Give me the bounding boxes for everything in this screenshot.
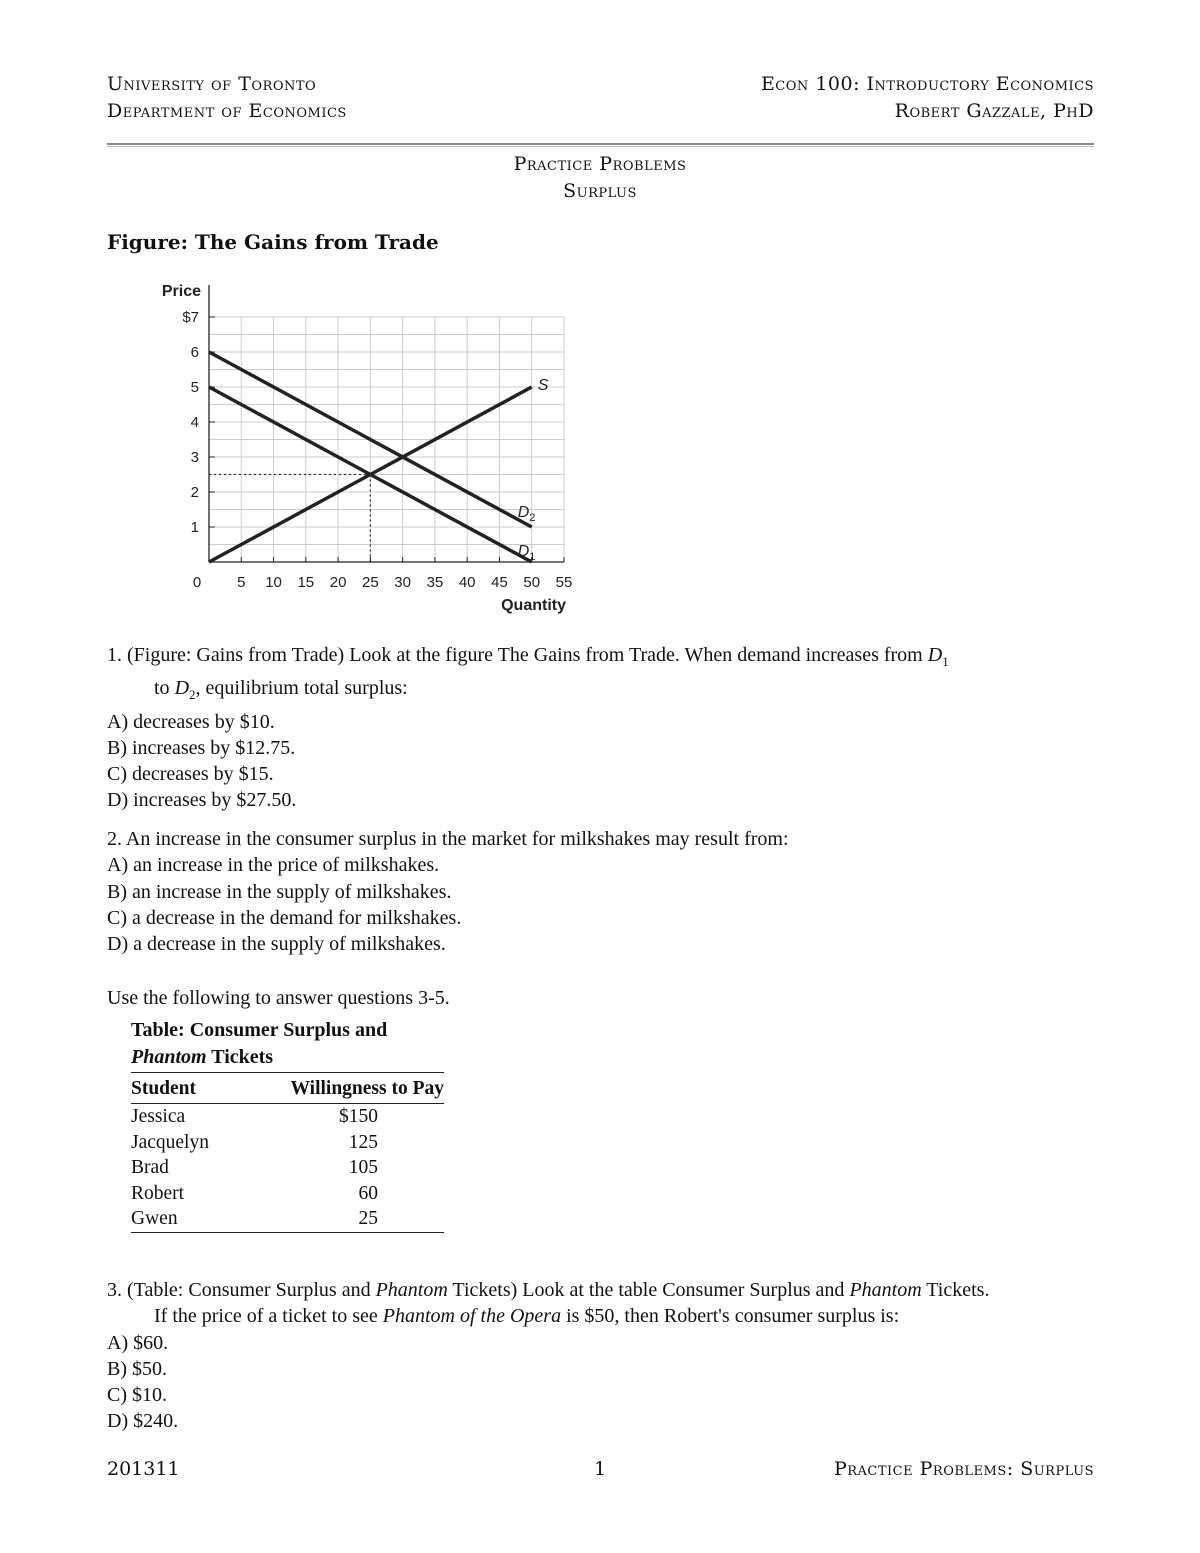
q3-text-5: is $50, then Robert's consumer surplus is: bbox=[561, 1305, 900, 1328]
x-tick-label: 10 bbox=[265, 574, 282, 591]
student-cell: Jessica bbox=[131, 1106, 186, 1127]
col-header-wtp: Willingness to Pay bbox=[236, 1073, 444, 1104]
document-title bbox=[0, 151, 1200, 205]
y-tick-label: 4 bbox=[190, 414, 199, 431]
col-header-student: Student bbox=[131, 1073, 236, 1104]
wtp-table bbox=[131, 1072, 444, 1233]
series-label-d1: $D_1$ bbox=[517, 543, 536, 563]
y-tick-label: 6 bbox=[190, 344, 199, 361]
table-row bbox=[131, 1104, 444, 1130]
x-tick-label: 35 bbox=[426, 574, 444, 591]
university-name: University of Toronto bbox=[107, 73, 317, 95]
x-axis-title: Quantity bbox=[501, 597, 566, 614]
wtp-cell: 105 bbox=[348, 1157, 378, 1178]
x-tick-label: 50 bbox=[523, 574, 541, 591]
table-row bbox=[131, 1130, 444, 1156]
q1-option-d: D) increases by $27.50. bbox=[107, 789, 297, 812]
page-number: 1 bbox=[593, 1458, 607, 1480]
student-cell: Gwen bbox=[131, 1206, 236, 1232]
q3-text-4: If the price of a ticket to see bbox=[154, 1305, 383, 1328]
x-tick-label: 20 bbox=[329, 574, 347, 591]
consumer-surplus-table bbox=[131, 1017, 444, 1233]
y-tick-label: 2 bbox=[190, 484, 199, 501]
wtp-cell: 25 bbox=[236, 1206, 444, 1232]
q2-option-b: B) an increase in the supply of milkshakes. bbox=[107, 880, 452, 903]
x-tick-label: 5 bbox=[237, 574, 246, 591]
q3-text-1: 3. (Table: Consumer Surplus and bbox=[107, 1279, 376, 1301]
x-tick-label: 0 bbox=[192, 574, 202, 591]
q2-option-d: D) a decrease in the supply of milkshakes. bbox=[107, 933, 446, 956]
q1-var-sub2: 2 bbox=[189, 687, 196, 703]
y-tick-label: 5 bbox=[190, 379, 199, 396]
x-tick-label: 25 bbox=[362, 574, 379, 591]
x-tick-label: 15 bbox=[297, 574, 315, 591]
student-cell: Robert bbox=[131, 1182, 185, 1204]
q1-var-d2: D bbox=[174, 677, 190, 700]
q1-option-a: A) decreases by $10. bbox=[107, 710, 275, 733]
q2-option-a: A) an increase in the price of milkshakes. bbox=[107, 854, 440, 877]
question-3-stem bbox=[107, 1277, 1107, 1303]
q1-stem-text: 1. (Figure: Gains from Trade) Look at the figure The Gains from Trade. When demand increases from bbox=[107, 644, 928, 666]
question-1-stem bbox=[107, 642, 1097, 675]
question-2 bbox=[107, 826, 789, 957]
question-3-stem-cont bbox=[107, 1303, 1107, 1329]
table-title-line-2 bbox=[131, 1044, 444, 1071]
q3-text-3: Tickets. bbox=[921, 1279, 990, 1301]
q1-var-sub: 1 bbox=[942, 654, 949, 669]
x-tick-label: 30 bbox=[394, 574, 411, 591]
series-label-s: S bbox=[537, 377, 549, 394]
q1-stem-to: to bbox=[154, 677, 175, 700]
chart-axes bbox=[209, 285, 564, 562]
q3-option-c: C) $10. bbox=[107, 1384, 167, 1407]
y-tick-label: 3 bbox=[190, 449, 199, 466]
header-divider bbox=[107, 143, 1094, 147]
table-row bbox=[131, 1181, 444, 1207]
title-line-1: Practice Problems bbox=[513, 153, 687, 175]
q2-option-c: C) a decrease in the demand for milkshakes. bbox=[107, 906, 462, 929]
gains-from-trade-chart bbox=[130, 275, 580, 620]
department-name: Department of Economics bbox=[107, 100, 347, 122]
wtp-cell: $150 bbox=[339, 1106, 378, 1127]
y-axis-title: Price bbox=[161, 283, 201, 300]
question-1 bbox=[107, 642, 1097, 814]
table-title-line-1: Table: Consumer Surplus and bbox=[131, 1019, 388, 1041]
series-label-d2: $D_2$ bbox=[517, 504, 536, 524]
question-2-stem: 2. An increase in the consumer surplus in the market for milkshakes may result from: bbox=[107, 828, 789, 850]
q1-option-c: C) decreases by $15. bbox=[107, 763, 274, 786]
question-3 bbox=[107, 1277, 1107, 1435]
chart-labels bbox=[162, 283, 572, 614]
instructor-name: Robert Gazzale, PhD bbox=[894, 100, 1094, 122]
table-title-italic: Phantom bbox=[131, 1046, 207, 1068]
table-row bbox=[131, 1206, 444, 1232]
figure-caption: Figure: The Gains from Trade bbox=[107, 230, 439, 254]
x-tick-label: 55 bbox=[555, 574, 573, 591]
student-cell: Brad bbox=[131, 1157, 169, 1178]
chart-grid bbox=[209, 317, 564, 562]
q3-italic-3: Phantom of the Opera bbox=[382, 1305, 562, 1328]
wtp-cell: 125 bbox=[348, 1131, 378, 1153]
table-row bbox=[131, 1155, 444, 1181]
x-tick-label: 45 bbox=[491, 574, 508, 591]
title-line-2: Surplus bbox=[563, 180, 637, 202]
q3-option-d: D) $240. bbox=[107, 1410, 179, 1433]
q3-text-2: Tickets) Look at the table Consumer Surplus and bbox=[447, 1279, 850, 1301]
q3-option-b: B) $50. bbox=[107, 1357, 167, 1380]
footer-code: 201311 bbox=[107, 1458, 180, 1480]
question-1-stem-cont bbox=[107, 675, 1097, 708]
wtp-cell: 60 bbox=[358, 1182, 378, 1204]
q1-var-d: D bbox=[927, 644, 943, 666]
q1-stem-end: , equilibrium total surplus: bbox=[195, 677, 408, 700]
q1-option-b: B) increases by $12.75. bbox=[107, 736, 296, 759]
x-tick-label: 40 bbox=[458, 574, 476, 591]
table-header-row bbox=[131, 1073, 444, 1104]
header-right bbox=[761, 71, 1094, 125]
y-tick-label: $7 bbox=[182, 309, 199, 326]
y-tick-label: 1 bbox=[190, 519, 199, 536]
q3-italic-1: Phantom bbox=[375, 1279, 448, 1301]
q3-option-a: A) $60. bbox=[107, 1331, 169, 1354]
footer-title: Practice Problems: Surplus bbox=[833, 1458, 1094, 1480]
table-title-rest: Tickets bbox=[206, 1046, 274, 1068]
table-title bbox=[131, 1017, 444, 1071]
q3-italic-2: Phantom bbox=[849, 1279, 922, 1301]
student-cell: Jacquelyn bbox=[131, 1131, 209, 1153]
course-name: Econ 100: Introductory Economics bbox=[760, 73, 1094, 95]
table-intro: Use the following to answer questions 3-5. bbox=[107, 987, 450, 1009]
header-left bbox=[107, 71, 347, 125]
